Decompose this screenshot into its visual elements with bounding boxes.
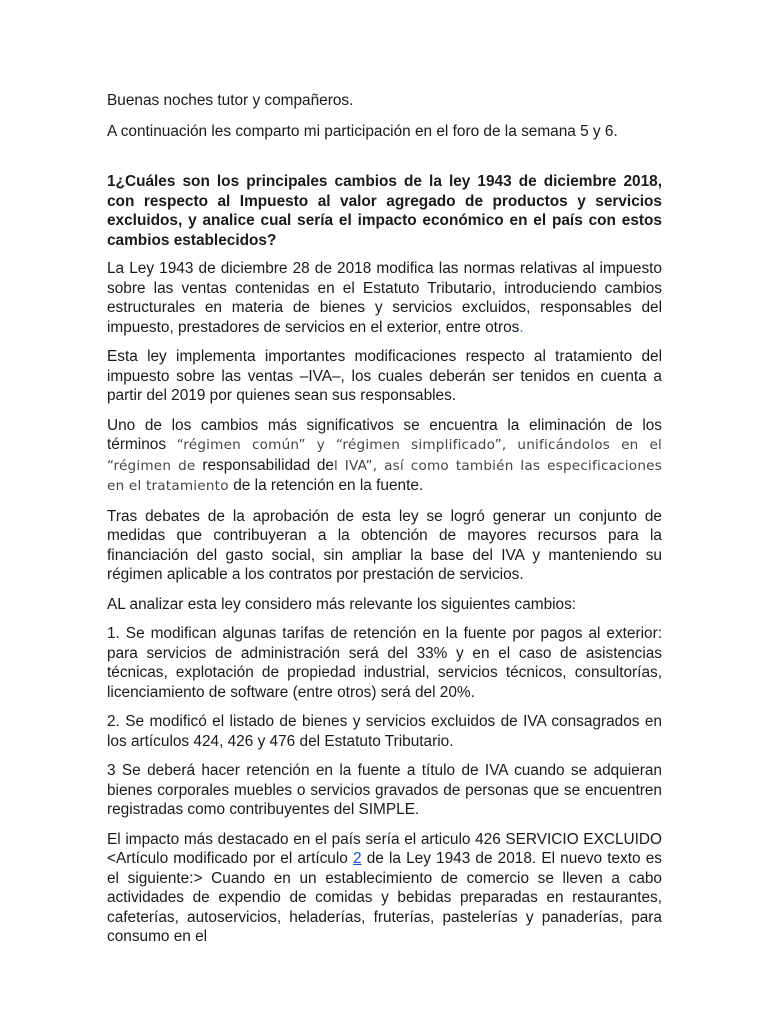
list-item-2: 2. Se modificó el listado de bienes y servicios excluidos de IVA consagrados en los artículos 424, 426 y 476 del Estatuto Tributario. bbox=[107, 713, 662, 750]
p3-part-e: de la retención en la fuente. bbox=[233, 477, 424, 494]
p3-part-c: responsabilidad de bbox=[202, 456, 334, 474]
list-item-1: 1. Se modifican algunas tarifas de retención en la fuente por pagos al exterior: para servicios de administración será del 33% y en el caso de asistencias técnicas, explotación de propiedad industrial, servicios técnicos, consultorías, licenciamiento de software (entre otros) será del 20%. bbox=[107, 625, 662, 701]
paragraph-modificaciones: Esta ley implementa importantes modificaciones respecto al tratamiento del impuesto sobre las ventas –IVA–, los cuales deberán ser tenidos en cuenta a partir del 2019 por quienes sean sus responsables. bbox=[107, 348, 662, 404]
text-cursor-period: . bbox=[519, 318, 524, 336]
paragraph-cambios-significativos bbox=[107, 416, 662, 497]
p6-part-a: El impacto más destacado en el país sería el articulo 426 SERVICIO EXCLUIDO <Artículo modificado por el artículo bbox=[107, 830, 662, 867]
paragraph-impacto bbox=[107, 830, 662, 947]
paragraph-ley-1943-text: La Ley 1943 de diciembre 28 de 2018 modifica las normas relativas al impuesto sobre las ventas contenidas en el Estatuto Tributario, introduciendo cambios estructurales en materia de bienes y servicios excluidos, responsables del impuesto, prestadores de servicios en el exterior, entre otros bbox=[107, 260, 662, 336]
p6-part-b: de la Ley 1943 de 2018. El nuevo texto es el siguiente:> Cuando en un establecimiento de comercio se lleven a cabo actividades de expendio de comidas y bebidas preparadas en restaurantes, cafeterías, autoservicios, heladerías, fruterías, pastelerías y panaderías, para consumo en el bbox=[107, 850, 662, 945]
paragraph-debates: Tras debates de la aprobación de esta ley se logró generar un conjunto de medidas que contribuyeran a la obtención de mayores recursos para la financiación del gasto social, sin ampliar la base del IVA y manteniendo su régimen aplicable a los contratos por prestación de servicios. bbox=[107, 507, 662, 583]
document-page bbox=[107, 91, 662, 957]
p3-part-b: “régimen común” y “régimen simplificado”, unificándolos en el “régimen de bbox=[107, 437, 662, 474]
list-item-3: 3 Se deberá hacer retención en la fuente a título de IVA cuando se adquieran bienes corporales muebles o servicios gravados de personas que se encuentren registradas como contribuyentes del SIMPLE. bbox=[107, 762, 662, 818]
greeting: Buenas noches tutor y compañeros. bbox=[107, 92, 354, 109]
paragraph-analisis: AL analizar esta ley considero más relevante los siguientes cambios: bbox=[107, 595, 577, 613]
p3-part-a: Uno de los cambios más significativos se encuentra la eliminación de los términos bbox=[107, 416, 662, 453]
article-2-link[interactable]: 2 bbox=[353, 850, 362, 867]
paragraph-ley-1943 bbox=[107, 259, 662, 337]
p3-part-d: l IVA”, así como también las especificaciones en el tratamiento bbox=[107, 457, 662, 494]
intro-paragraph: A continuación les comparto mi participación en el foro de la semana 5 y 6. bbox=[107, 122, 618, 140]
question-heading: 1¿Cuáles son los principales cambios de la ley 1943 de diciembre 2018, con respecto al Impuesto al valor agregado de productos y servicios excluidos, y analice cual sería el impacto económico en el país con estos cambios establecidos? bbox=[107, 173, 662, 249]
